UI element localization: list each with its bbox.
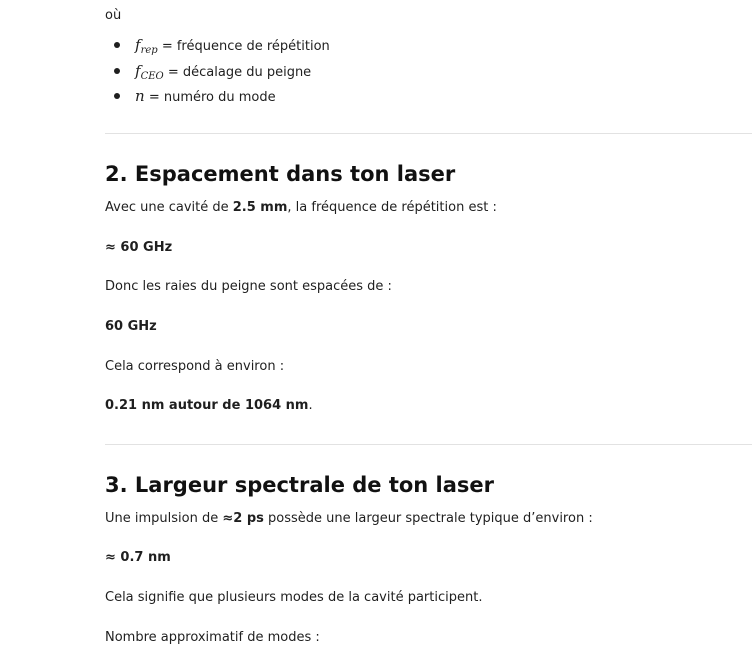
- math-symbol: n: [135, 87, 145, 105]
- math-symbol: $f_{CEO}$: [135, 61, 164, 82]
- divider: [105, 133, 752, 134]
- list-item: [105, 62, 330, 88]
- result-value: 0.21 nm autour de 1064 nm.: [105, 398, 313, 413]
- variable-description: = fréquence de répétition: [161, 39, 330, 54]
- paragraph: Avec une cavité de 2.5 mm, la fréquence de répétition est :: [105, 200, 497, 215]
- result-value: ≈ 60 GHz: [105, 240, 173, 255]
- result-value: 60 GHz: [105, 319, 157, 334]
- where-label: où: [105, 8, 122, 23]
- list-item: [105, 36, 330, 62]
- result-value: ≈ 0.7 nm: [105, 550, 171, 565]
- paragraph: Cela correspond à environ :: [105, 359, 285, 374]
- variable-list: [105, 36, 330, 113]
- divider: [105, 444, 752, 445]
- variable-description: = décalage du peigne: [167, 64, 312, 80]
- section-heading: 2. Espacement dans ton laser: [105, 162, 456, 186]
- section-heading: 3. Largeur spectrale de ton laser: [105, 473, 495, 497]
- paragraph: Une impulsion de ≈2 ps possède une largeur spectrale typique d’environ :: [105, 511, 593, 526]
- list-item: [105, 87, 330, 113]
- bullet-icon: [114, 42, 120, 48]
- paragraph: Cela signifie que plusieurs modes de la cavité participent.: [105, 590, 483, 605]
- bullet-icon: [114, 68, 120, 74]
- math-symbol: $f_{rep}$: [135, 36, 158, 56]
- bullet-icon: [114, 93, 120, 99]
- paragraph: Nombre approximatif de modes :: [105, 630, 320, 645]
- paragraph: Donc les raies du peigne sont espacées de :: [105, 279, 392, 294]
- variable-description: = numéro du mode: [148, 90, 276, 105]
